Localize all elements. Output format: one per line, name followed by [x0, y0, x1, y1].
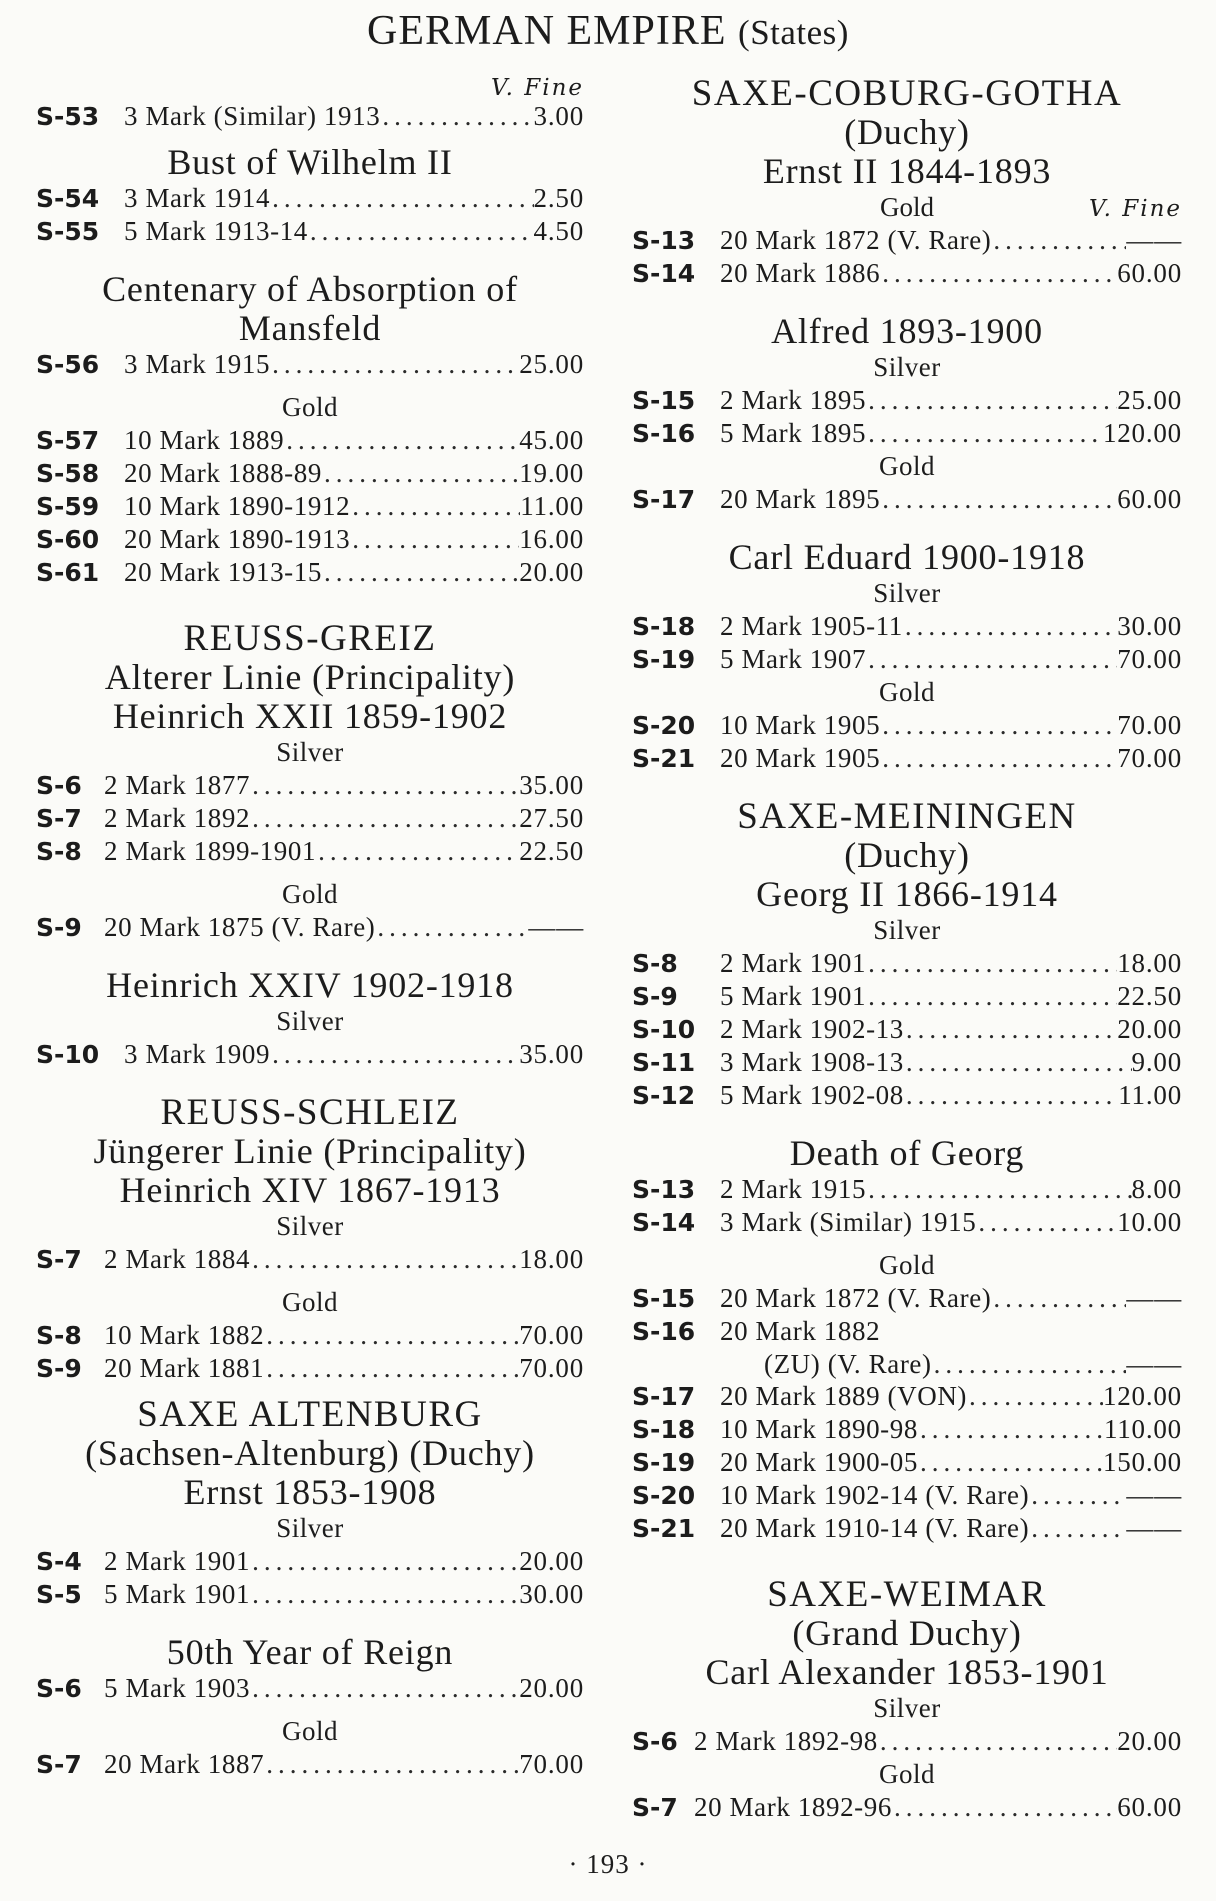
coin-price: 2.50: [533, 183, 584, 213]
coin-price: 22.50: [519, 836, 584, 866]
catalog-entry: [36, 1672, 584, 1705]
coin-price: 20.00: [519, 557, 584, 587]
leader-dots: [991, 224, 1126, 256]
catalog-number: S-13: [632, 1175, 696, 1204]
page-title: [0, 6, 1216, 58]
catalog-entry: [36, 1748, 584, 1781]
catalog-entry: [36, 1243, 584, 1276]
leader-dots: [878, 1725, 1117, 1757]
coin-description: 20 Mark 1875 (V. Rare): [104, 912, 376, 942]
catalog-number: S-14: [632, 259, 696, 288]
leader-dots: [270, 182, 533, 214]
ruler-heading: Carl Eduard 1900-1918: [728, 537, 1086, 577]
catalog-entry: [36, 1352, 584, 1385]
coin-price: 70.00: [1117, 644, 1182, 674]
catalog-number: S-8: [36, 837, 82, 866]
catalog-entry: [36, 100, 584, 133]
coin-description: 5 Mark 1901: [720, 981, 867, 1011]
catalog-entry: [632, 417, 1182, 450]
coin-description: 5 Mark 1902-08: [720, 1080, 904, 1110]
coin-price: 20.00: [1117, 1726, 1182, 1756]
leader-dots: [932, 1348, 1127, 1380]
coin-description: (ZU) (V. Rare): [764, 1349, 932, 1379]
catalog-entry: [36, 1038, 584, 1071]
leader-dots: [918, 1446, 1103, 1478]
coin-price: 20.00: [519, 1546, 584, 1576]
catalog-entry: [632, 257, 1182, 290]
coin-price: 18.00: [519, 1244, 584, 1274]
catalog-number: S-7: [632, 1793, 678, 1822]
coin-description: 2 Mark 1892-98: [694, 1726, 878, 1756]
state-heading: SAXE-MEININGEN: [737, 796, 1077, 837]
page-number: · 193 ·: [568, 1849, 648, 1879]
leader-dots: [866, 980, 1117, 1012]
catalog-number: S-6: [36, 771, 82, 800]
coin-description: 10 Mark 1902-14 (V. Rare): [720, 1480, 1030, 1510]
catalog-entry: [36, 215, 584, 248]
coin-description: 2 Mark 1915: [720, 1174, 867, 1204]
coin-description: 2 Mark 1902-13: [720, 1014, 904, 1044]
catalog-number: S-9: [36, 1354, 82, 1383]
catalog-number: S-59: [36, 492, 100, 521]
grade-label: V. Fine: [1089, 196, 1182, 222]
metal-heading: Silver: [276, 1211, 344, 1241]
catalog-number: S-20: [632, 711, 696, 740]
coin-price: 35.00: [519, 1039, 584, 1069]
coin-price: 110.00: [1103, 1414, 1182, 1444]
catalog-number: S-7: [36, 804, 82, 833]
catalog-entry: [632, 1380, 1182, 1413]
leader-dots: [866, 1173, 1131, 1205]
metal-heading: Silver: [276, 1513, 344, 1543]
catalog-number: S-10: [632, 1015, 696, 1044]
coin-price: ——: [1126, 1283, 1182, 1313]
coin-price: 70.00: [519, 1353, 584, 1383]
catalog-number: S-15: [632, 1284, 696, 1313]
leader-dots: [250, 1545, 519, 1577]
catalog-number: S-54: [36, 184, 100, 213]
state-heading: SAXE-WEIMAR: [767, 1574, 1047, 1615]
coin-description: 2 Mark 1899-1901: [104, 836, 317, 866]
grade-header: [632, 191, 1182, 224]
coin-price: 70.00: [1117, 710, 1182, 740]
coin-description: 5 Mark 1913-14: [124, 216, 308, 246]
coin-description: 20 Mark 1913-15: [124, 557, 322, 587]
coin-price: 20.00: [519, 1673, 584, 1703]
leader-dots: [350, 523, 519, 555]
metal-heading: Gold: [879, 451, 935, 481]
catalog-entry: [632, 643, 1182, 676]
coin-price: 3.00: [533, 101, 584, 131]
coin-description: 2 Mark 1905-11: [720, 611, 903, 641]
leader-dots: [866, 947, 1117, 979]
coin-description: 20 Mark 1888-89: [124, 458, 322, 488]
leader-dots: [880, 483, 1117, 515]
catalog-entry: [632, 1079, 1182, 1112]
catalog-number: S-55: [36, 217, 100, 246]
leader-dots: [866, 643, 1117, 675]
leader-dots: [1029, 1479, 1126, 1511]
ruler-heading: Heinrich XXII 1859-1902: [112, 696, 508, 736]
leader-dots: [284, 424, 519, 456]
leader-dots: [892, 1791, 1117, 1823]
catalog-number: S-58: [36, 459, 100, 488]
metal-heading: Silver: [276, 737, 344, 767]
coin-price: 120.00: [1102, 418, 1182, 448]
ruler-heading: Alfred 1893-1900: [771, 311, 1043, 351]
catalog-entry: [632, 1282, 1182, 1315]
coin-price: ——: [1126, 1513, 1182, 1543]
coin-price: 30.00: [519, 1579, 584, 1609]
leader-dots: [250, 1578, 519, 1610]
coin-price: ——: [1126, 1480, 1182, 1510]
catalog-number: S-17: [632, 1382, 696, 1411]
catalog-entry: [36, 348, 584, 381]
coin-description: 3 Mark 1908-13: [720, 1047, 904, 1077]
coin-description: 10 Mark 1889: [124, 425, 285, 455]
coin-price: 25.00: [1117, 385, 1182, 415]
catalog-entry: [36, 835, 584, 868]
leader-dots: [250, 1672, 519, 1704]
coin-description: 3 Mark 1914: [124, 183, 271, 213]
left-column: [36, 74, 584, 1781]
catalog-entry: [36, 523, 584, 556]
catalog-entry: [36, 1545, 584, 1578]
coin-price: 20.00: [1117, 1014, 1182, 1044]
leader-dots: [976, 1206, 1117, 1238]
state-heading: REUSS-SCHLEIZ: [160, 1092, 460, 1133]
state-heading: REUSS-GREIZ: [183, 618, 437, 659]
catalog-number: S-8: [36, 1321, 82, 1350]
coin-description: 3 Mark (Similar) 1915: [720, 1207, 977, 1237]
catalog-entry: [632, 610, 1182, 643]
state-heading: SAXE-COBURG-GOTHA: [691, 73, 1123, 114]
leader-dots: [350, 490, 520, 522]
catalog-number: S-61: [36, 558, 100, 587]
leader-dots: [880, 709, 1117, 741]
leader-dots: [1029, 1512, 1126, 1544]
catalog-entry: [632, 1315, 1182, 1348]
coin-price: 10.00: [1117, 1207, 1182, 1237]
leader-dots: [880, 742, 1117, 774]
coin-description: 5 Mark 1903: [104, 1673, 251, 1703]
coin-description: 10 Mark 1905: [720, 710, 881, 740]
catalog-number: S-6: [36, 1674, 82, 1703]
right-column: [632, 74, 1182, 1824]
catalog-entry: [632, 483, 1182, 516]
section-heading: Alterer Linie (Principality): [104, 657, 516, 697]
coin-description: 10 Mark 1882: [104, 1320, 265, 1350]
metal-heading: Gold: [880, 192, 934, 222]
catalog-entry: [632, 224, 1182, 257]
catalog-number: S-57: [36, 426, 100, 455]
coin-description: 2 Mark 1892: [104, 803, 251, 833]
coin-description: 20 Mark 1890-1913: [124, 524, 351, 554]
section-heading: Bust of Wilhelm II: [167, 142, 453, 182]
leader-dots: [866, 384, 1117, 416]
section-heading: Death of Georg: [789, 1133, 1025, 1173]
catalog-number: S-19: [632, 645, 696, 674]
coin-price: 11.00: [1118, 1080, 1182, 1110]
ruler-heading: Carl Alexander 1853-1901: [705, 1652, 1109, 1692]
catalog-number: S-16: [632, 1317, 696, 1346]
catalog-entry: [632, 1791, 1182, 1824]
metal-heading: Silver: [873, 915, 941, 945]
ruler-heading: Ernst II 1844-1893: [762, 151, 1052, 191]
catalog-entry: [36, 1319, 584, 1352]
metal-heading: Silver: [873, 578, 941, 608]
coin-price: 11.00: [520, 491, 584, 521]
coin-description: 20 Mark 1889 (VON): [720, 1381, 968, 1411]
catalog-number: S-53: [36, 102, 100, 131]
catalog-number: S-9: [36, 913, 82, 942]
coin-description: 20 Mark 1905: [720, 743, 881, 773]
catalog-entry: [632, 1013, 1182, 1046]
coin-description: 2 Mark 1901: [104, 1546, 251, 1576]
coin-price: 16.00: [519, 524, 584, 554]
metal-heading: Gold: [879, 1250, 935, 1280]
catalog-entry: [36, 424, 584, 457]
leader-dots: [264, 1352, 519, 1384]
catalog-number: S-13: [632, 226, 696, 255]
catalog-number: S-56: [36, 350, 100, 379]
coin-description: 2 Mark 1895: [720, 385, 867, 415]
catalog-number: S-7: [36, 1245, 82, 1274]
section-heading: Centenary of Absorption of: [102, 269, 518, 309]
leader-dots: [904, 1013, 1117, 1045]
coin-description: 20 Mark 1887: [104, 1749, 265, 1779]
catalog-entry: [632, 1725, 1182, 1758]
coin-price: ——: [1126, 1349, 1182, 1379]
coin-price: 18.00: [1117, 948, 1182, 978]
coin-price: 70.00: [1117, 743, 1182, 773]
leader-dots: [308, 215, 534, 247]
coin-description: 10 Mark 1890-98: [720, 1414, 918, 1444]
leader-dots: [903, 610, 1117, 642]
metal-heading: Silver: [873, 352, 941, 382]
coin-price: 25.00: [519, 349, 584, 379]
coin-description: 20 Mark 1882: [720, 1316, 881, 1346]
metal-heading: Gold: [879, 677, 935, 707]
leader-dots: [904, 1046, 1132, 1078]
section-heading: (Duchy): [844, 835, 970, 875]
catalog-entry: [36, 182, 584, 215]
leader-dots: [375, 911, 528, 943]
coin-description: 3 Mark (Similar) 1913: [124, 101, 381, 131]
leader-dots: [264, 1319, 519, 1351]
coin-description: 20 Mark 1895: [720, 484, 881, 514]
catalog-entry: [36, 556, 584, 589]
ruler-heading: Heinrich XIV 1867-1913: [119, 1170, 501, 1210]
catalog-number: S-18: [632, 1415, 696, 1444]
section-heading: (Grand Duchy): [792, 1613, 1022, 1653]
leader-dots: [918, 1413, 1104, 1445]
catalog-entry: [632, 1046, 1182, 1079]
catalog-number: S-11: [632, 1048, 696, 1077]
leader-dots: [250, 1243, 519, 1275]
catalog-number: S-18: [632, 612, 696, 641]
leader-dots: [270, 348, 519, 380]
catalog-entry: [632, 1206, 1182, 1239]
coin-description: 20 Mark 1892-96: [694, 1792, 892, 1822]
grade-label: V. Fine: [491, 75, 584, 101]
coin-price: 120.00: [1102, 1381, 1182, 1411]
catalog-number: S-10: [36, 1040, 100, 1069]
coin-description: 5 Mark 1907: [720, 644, 867, 674]
leader-dots: [880, 257, 1117, 289]
coin-price: 70.00: [519, 1749, 584, 1779]
section-heading: Jüngerer Linie (Principality): [93, 1131, 527, 1171]
catalog-entry: [632, 384, 1182, 417]
metal-heading: Silver: [873, 1693, 941, 1723]
coin-price: 150.00: [1102, 1447, 1182, 1477]
catalog-number: S-9: [632, 982, 678, 1011]
coin-description: 20 Mark 1872 (V. Rare): [720, 225, 992, 255]
coin-description: 2 Mark 1877: [104, 770, 251, 800]
leader-dots: [991, 1282, 1126, 1314]
catalog-number: S-14: [632, 1208, 696, 1237]
coin-price: 22.50: [1117, 981, 1182, 1011]
ruler-heading: Ernst 1853-1908: [183, 1472, 437, 1512]
metal-heading: Gold: [879, 1759, 935, 1789]
catalog-entry: [36, 490, 584, 523]
coin-price: 19.00: [519, 458, 584, 488]
coin-price: 60.00: [1117, 1792, 1182, 1822]
leader-dots: [264, 1748, 519, 1780]
catalog-entry: [632, 1512, 1182, 1545]
catalog-entry: [36, 457, 584, 490]
coin-description: 5 Mark 1901: [104, 1579, 251, 1609]
catalog-entry-continuation: [632, 1348, 1182, 1380]
leader-dots: [250, 802, 519, 834]
catalog-number: S-20: [632, 1481, 696, 1510]
catalog-number: S-12: [632, 1081, 696, 1110]
metal-heading: Gold: [282, 1287, 338, 1317]
coin-price: 4.50: [533, 216, 584, 246]
catalog-entry: [632, 1413, 1182, 1446]
coin-description: 20 Mark 1872 (V. Rare): [720, 1283, 992, 1313]
ruler-heading: Georg II 1866-1914: [756, 874, 1058, 914]
section-heading: (Duchy): [844, 112, 970, 152]
coin-description: 2 Mark 1901: [720, 948, 867, 978]
coin-price: 35.00: [519, 770, 584, 800]
coin-description: 20 Mark 1910-14 (V. Rare): [720, 1513, 1030, 1543]
catalog-number: S-16: [632, 419, 696, 448]
coin-description: 10 Mark 1890-1912: [124, 491, 351, 521]
leader-dots: [380, 100, 533, 132]
catalog-entry: [36, 1578, 584, 1611]
catalog-number: S-21: [632, 744, 696, 773]
catalog-entry: [36, 911, 584, 944]
coin-description: 3 Mark 1915: [124, 349, 271, 379]
leader-dots: [250, 769, 519, 801]
coin-description: 20 Mark 1881: [104, 1353, 265, 1383]
catalog-number: S-19: [632, 1448, 696, 1477]
catalog-number: S-6: [632, 1727, 678, 1756]
catalog-entry: [632, 1173, 1182, 1206]
section-heading: Mansfeld: [238, 308, 382, 348]
catalog-entry: [632, 1446, 1182, 1479]
catalog-entry: [632, 1479, 1182, 1512]
leader-dots: [322, 556, 519, 588]
catalog-number: S-8: [632, 949, 678, 978]
catalog-number: S-4: [36, 1547, 82, 1576]
coin-price: 60.00: [1117, 258, 1182, 288]
coin-description: 3 Mark 1909: [124, 1039, 271, 1069]
leader-dots: [270, 1038, 519, 1070]
metal-heading: Gold: [282, 1716, 338, 1746]
page-title-sub: (States): [738, 13, 849, 52]
section-heading: 50th Year of Reign: [166, 1632, 454, 1672]
coin-price: 70.00: [519, 1320, 584, 1350]
metal-heading: Silver: [276, 1006, 344, 1036]
catalog-number: S-21: [632, 1514, 696, 1543]
leader-dots: [866, 417, 1103, 449]
coin-description: 20 Mark 1900-05: [720, 1447, 918, 1477]
coin-price: 9.00: [1131, 1047, 1182, 1077]
coin-price: 8.00: [1131, 1174, 1182, 1204]
coin-description: 5 Mark 1895: [720, 418, 867, 448]
metal-heading: Gold: [282, 392, 338, 422]
catalog-number: S-7: [36, 1750, 82, 1779]
catalog-entry: [36, 769, 584, 802]
leader-dots: [322, 457, 519, 489]
coin-price: 60.00: [1117, 484, 1182, 514]
catalog-entry: [632, 980, 1182, 1013]
coin-price: ——: [1126, 225, 1182, 255]
state-heading: SAXE ALTENBURG: [137, 1394, 483, 1435]
coin-price: 30.00: [1117, 611, 1182, 641]
coin-price: ——: [528, 912, 584, 942]
coin-description: 20 Mark 1886: [720, 258, 881, 288]
leader-dots: [967, 1380, 1103, 1412]
catalog-entry: [36, 802, 584, 835]
catalog-entry: [632, 709, 1182, 742]
catalog-entry: [632, 742, 1182, 775]
leader-dots: [316, 835, 519, 867]
coin-price: 45.00: [519, 425, 584, 455]
leader-dots: [904, 1079, 1118, 1111]
catalog-number: S-17: [632, 485, 696, 514]
catalog-number: S-5: [36, 1580, 82, 1609]
catalog-entry: [632, 947, 1182, 980]
metal-heading: Gold: [282, 879, 338, 909]
section-heading: (Sachsen-Altenburg) (Duchy): [85, 1433, 535, 1473]
grade-header: [36, 74, 584, 100]
catalog-number: S-60: [36, 525, 100, 554]
page-title-main: GERMAN EMPIRE: [367, 8, 727, 54]
ruler-heading: Heinrich XXIV 1902-1918: [106, 965, 514, 1005]
catalog-number: S-15: [632, 386, 696, 415]
coin-description: 2 Mark 1884: [104, 1244, 251, 1274]
coin-price: 27.50: [519, 803, 584, 833]
